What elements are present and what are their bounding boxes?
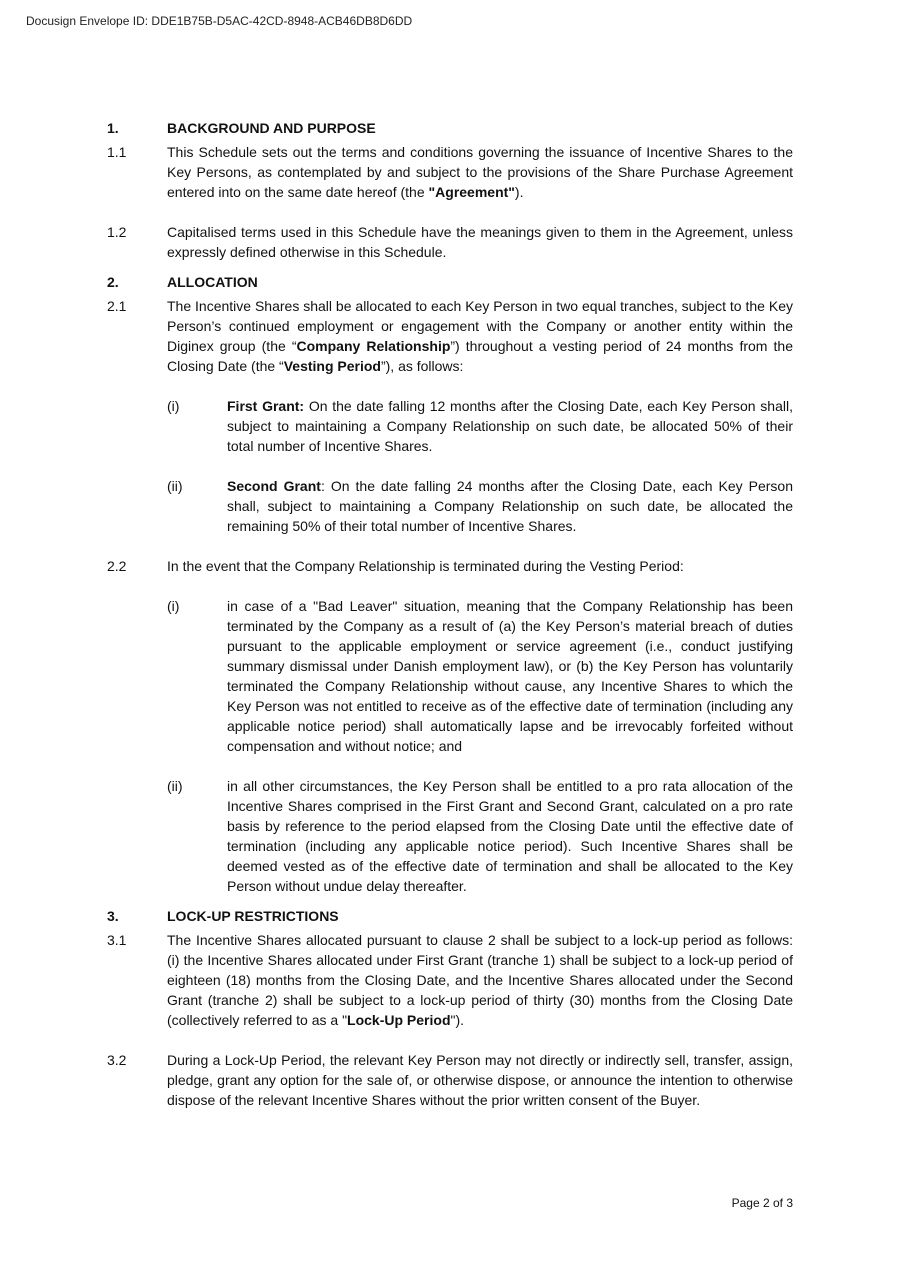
clause-number: 3.2 <box>107 1052 127 1068</box>
sub-clause-number: (i) <box>167 598 180 614</box>
clause-text: This Schedule sets out the terms and conditions governing the issuance of Incentive Shares to the Key Persons, as contemplated by and subject to the provisions of the Share Purchase Agreement entered into on the same date hereof (the "Agreement"). <box>167 144 793 200</box>
section-heading <box>107 272 793 292</box>
clause-text: Capitalised terms used in this Schedule have the meanings given to them in the Agreement, unless expressly defined otherwise in this Schedule. <box>167 224 793 260</box>
section-title: ALLOCATION <box>167 274 258 290</box>
clause-text: In the event that the Company Relationship is terminated during the Vesting Period: <box>167 558 684 574</box>
sub-clause-text: in case of a "Bad Leaver" situation, meaning that the Company Relationship has been terminated by the Company as a result of (a) the Key Person’s material breach of duties pursuant to the applicable employment or service agreement (i.e., conduct justifying summary dismissal under Danish employment law), or (b) the Key Person has voluntarily terminated the Company Relationship without cause, any Incentive Shares to which the Key Person was not entitled to receive as of the effective date of termination (including any applicable notice period) shall automatically lapse and be irrevocably forfeited without compensation and without notice; and <box>227 598 793 754</box>
section-number: 1. <box>107 120 119 136</box>
sub-clause-number: (i) <box>167 398 180 414</box>
sub-clause <box>167 776 793 896</box>
clause <box>107 930 793 1030</box>
sub-clause <box>167 396 793 456</box>
sub-clause <box>167 476 793 536</box>
sub-clause-number: (ii) <box>167 778 183 794</box>
clause <box>107 142 793 202</box>
clause <box>107 1050 793 1110</box>
section-number: 3. <box>107 908 119 924</box>
section-heading <box>107 118 793 138</box>
page-number: Page 2 of 3 <box>731 1196 793 1210</box>
sub-clause-number: (ii) <box>167 478 183 494</box>
sub-clause-text: in all other circumstances, the Key Person shall be entitled to a pro rata allocation of the Incentive Shares comprised in the First Grant and Second Grant, calculated on a pro rate basis by reference to the period elapsed from the Closing Date until the effective date of termination (including any applicable notice period). Such Incentive Shares shall be deemed vested as of the effective date of termination and shall be allocated to the Key Person without undue delay thereafter. <box>227 778 793 894</box>
clause <box>107 296 793 376</box>
clause-text: The Incentive Shares allocated pursuant to clause 2 shall be subject to a lock-up period as follows: (i) the Incentive Shares allocated under First Grant (tranche 1) shall be subject to a lock-up period of eighteen (18) months from the Closing Date, and the Incentive Shares allocated under the Second Grant (tranche 2) shall be subject to a lock-up period of thirty (30) months from the Closing Date (collectively referred to as a "Lock-Up Period"). <box>167 932 793 1028</box>
envelope-id: Docusign Envelope ID: DDE1B75B-D5AC-42CD-8948-ACB46DB8D6DD <box>26 14 413 28</box>
section-title: LOCK-UP RESTRICTIONS <box>167 908 339 924</box>
sub-clause-text: First Grant: On the date falling 12 months after the Closing Date, each Key Person shall, subject to maintaining a Company Relationship on such date, be allocated 50% of their total number of Incentive Shares. <box>227 398 793 454</box>
section-heading <box>107 906 793 926</box>
clause-text: The Incentive Shares shall be allocated to each Key Person in two equal tranches, subject to the Key Person’s continued employment or engagement with the Company or another entity within the Diginex group (the “Company Relationship”) throughout a vesting period of 24 months from the Closing Date (the “Vesting Period”), as follows: <box>167 298 794 374</box>
sub-clause-text: Second Grant: On the date falling 24 months after the Closing Date, each Key Person shall, subject to maintaining a Company Relationship on such date, be allocated the remaining 50% of their total number of Incentive Shares. <box>227 478 794 534</box>
clause-text: During a Lock-Up Period, the relevant Key Person may not directly or indirectly sell, transfer, assign, pledge, grant any option for the sale of, or otherwise dispose, or announce the intention to otherwise dispose of the relevant Incentive Shares without the prior written consent of the Buyer. <box>167 1052 793 1108</box>
document-page <box>107 118 793 1110</box>
clause <box>107 556 793 576</box>
clause-number: 1.2 <box>107 224 127 240</box>
clause-number: 2.1 <box>107 298 127 314</box>
clause-number: 1.1 <box>107 144 127 160</box>
clause-number: 3.1 <box>107 932 127 948</box>
sub-clause <box>167 596 793 756</box>
clause-number: 2.2 <box>107 558 127 574</box>
section-number: 2. <box>107 274 119 290</box>
section-title: BACKGROUND AND PURPOSE <box>167 120 376 136</box>
clause <box>107 222 793 262</box>
